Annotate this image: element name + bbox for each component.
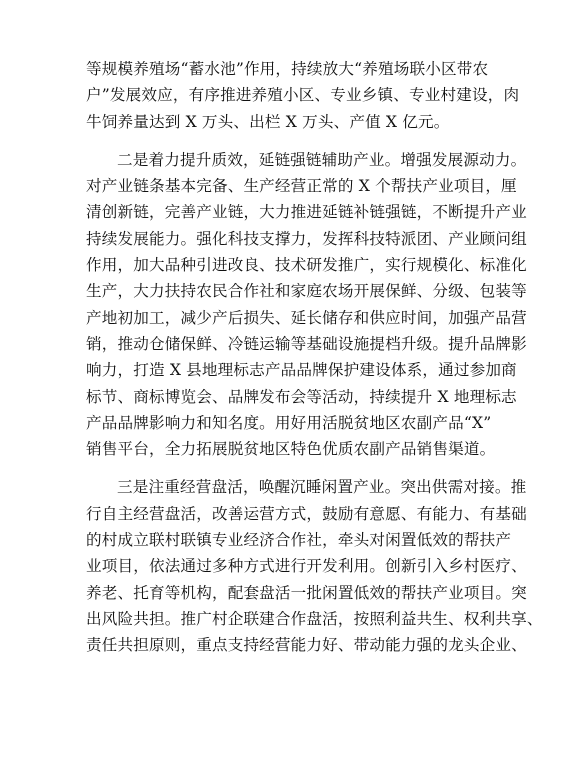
paragraph-spacer [86,462,504,474]
paragraph-3 [86,474,543,658]
paragraph-line: 对产业链条基本完备、生产经营正常的 X 个帮扶产业项目，厘 [86,177,517,196]
paragraph-line: 清创新链，完善产业链，大力推进延链补链强链，不断提升产业 [86,203,527,222]
paragraph-line: 的村成立联村联镇专业经济合作社，牵头对闲置低效的帮扶产 [86,531,512,550]
paragraph-line: 标节、商标博览会、品牌发布会等活动，持续提升 X 地理标志 [86,387,517,406]
paragraph-line: 销售平台，全力拓展脱贫地区特色优质农副产品销售渠道。 [86,440,496,459]
paragraph-line: 出风险共担。推广村企联建合作盘活，按照利益共生、权利共享、 [86,609,543,628]
paragraph-line: 持续发展能力。强化科技支撑力，发挥科技特派团、产业顾问组 [86,229,527,248]
paragraph-1 [86,56,520,135]
paragraph-line: 养老、托育等机构，配套盘活一批闲置低效的帮扶产业项目。突 [86,583,527,602]
paragraph-line: 销，推动仓储保鲜、冷链运输等基础设施提档升级。提升品牌影 [86,334,527,353]
paragraph-line: 生产，大力扶持农民合作社和家庭农场开展保鲜、分级、包装等 [86,282,527,301]
paragraph-line: 产地初加工，减少产后损失、延长储存和供应时间，加强产品营 [86,308,527,327]
document-body [86,56,543,659]
paragraph-heading-line: 二是着力提升质效，延链强链辅助产业。增强发展源动力。 [117,150,527,169]
paragraph-spacer [86,135,504,147]
paragraph-line: 牛饲养量达到 X 万头、出栏 X 万头、产值 X 亿元。 [86,112,450,131]
paragraph-line: 等规模养殖场“蓄水池”作用，持续放大“养殖场联小区带农 [86,60,489,78]
paragraph-line: 响力，打造 X 县地理标志产品品牌保护建设体系，通过参加商 [86,361,517,380]
paragraph-line: 户”发展效应，有序推进养殖小区、专业乡镇、专业村建设，肉 [86,86,520,105]
paragraph-heading-line: 三是注重经营盘活，唤醒沉睡闲置产业。突出供需对接。推 [117,478,527,497]
paragraph-line: 行自主经营盘活，改善运营方式，鼓励有意愿、有能力、有基础 [86,504,527,523]
paragraph-line: 产品品牌影响力和知名度。用好用活脱贫地区农副产品“X” [86,413,492,432]
paragraph-2 [86,147,527,463]
paragraph-line: 责任共担原则，重点支持经营能力好、带动能力强的龙头企业、 [86,636,527,655]
paragraph-line: 业项目，依法通过多种方式进行开发利用。创新引入乡村医疗、 [86,557,527,576]
paragraph-line: 作用，加大品种引进改良、技术研发推广，实行规模化、标准化 [86,256,527,275]
